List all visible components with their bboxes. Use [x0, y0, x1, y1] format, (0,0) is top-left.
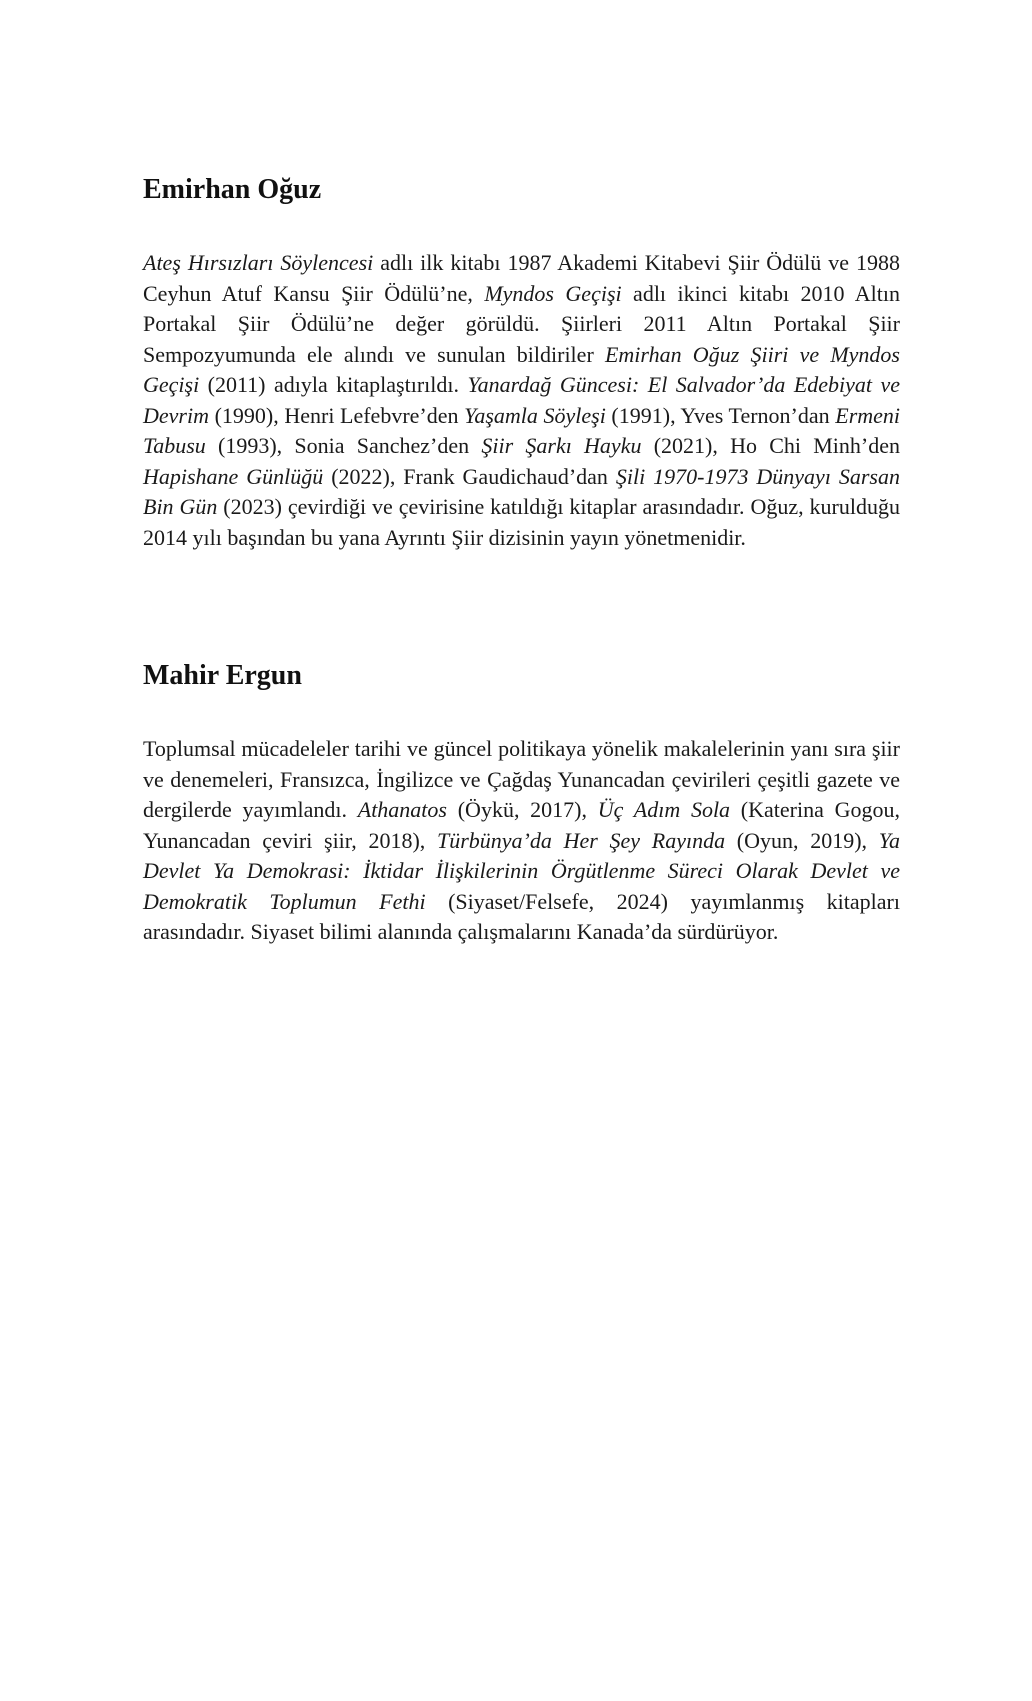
bio-text-run: (1991), Yves Ternon’dan — [605, 402, 836, 428]
book-title: Ya Devlet Ya Demokrasi: İktidar İlişkilerinin Örgütlenme Süreci Olarak Devlet ve Demokratik Toplumun Fethi — [143, 827, 900, 914]
bio-text-run: adlı ilk kitabı 1987 Akademi Kitabevi Şiir Ödülü ve 1988 Ceyhun Atuf Kansu Şiir Ödülü’ne, — [143, 250, 900, 306]
book-title: Myndos Geçişi — [484, 280, 622, 306]
bio-text-run: (1990), Henri Lefebvre’den — [208, 402, 465, 428]
bio-section-mahir-ergun — [143, 658, 900, 948]
bio-text-run: (Öykü, 2017), — [446, 797, 598, 822]
book-title: Ermeni Tabusu — [143, 402, 901, 458]
bio-text-run: (2021), Ho Chi Minh’den — [641, 433, 900, 458]
bio-text-run: (2022), Frank Gaudichaud’dan — [323, 463, 616, 489]
book-title: Hapishane Günlüğü — [143, 463, 324, 489]
bio-name-heading: Emirhan Oğuz — [143, 174, 322, 205]
bio-text-run: (Katerina Gogou, Yunancadan çeviri şiir, 2018), — [143, 797, 900, 853]
bio-text-run: adlı ikinci kitabı 2010 Altın Portakal Şiir Ödülü’ne değer görüldü. Şiirleri 2011 Altın Portakal Şiir Sempozyumunda ele alındı ve sunulan bildiriler — [143, 280, 901, 367]
bio-text-run: (2023) çevirdiği ve çevirisine katıldığı kitaplar arasındadır. Oğuz, kurulduğu 2014 yılı başından bu yana Ayrıntı Şiir dizisinin yayın yönetmenidir. — [143, 494, 900, 550]
book-title: Yaşamla Söyleşi — [464, 402, 606, 428]
bio-paragraph — [143, 248, 900, 553]
book-title: Ateş Hırsızları Söylencesi — [143, 250, 374, 275]
book-title: Şili 1970-1973 Dünyayı Sarsan Bin Gün — [143, 463, 900, 519]
bio-text-run: Toplumsal mücadeleler tarihi ve güncel politikaya yönelik makalelerinin yanı sıra şiir ve denemeleri, Fransızca, İngilizce ve Çağdaş Yunancadan çevirileri çeşitli gazete ve dergilerde yayımlandı. — [143, 736, 900, 822]
bio-text-run: (2011) adıyla kitaplaştırıldı. — [199, 372, 468, 397]
book-title: Üç Adım Sola — [597, 797, 731, 822]
book-title: Şiir Şarkı Hayku — [481, 433, 642, 458]
bio-section-emirhan-oguz — [143, 172, 900, 553]
bio-name-heading: Mahir Ergun — [143, 660, 302, 691]
bio-text-run: (1993), Sonia Sanchez’den — [205, 433, 482, 458]
book-title: Athanatos — [357, 797, 447, 822]
bio-text-run: (Oyun, 2019), — [725, 827, 879, 853]
bio-paragraph — [143, 734, 900, 948]
book-title: Yanardağ Güncesi: El Salvador’da Edebiyat ve Devrim — [143, 372, 901, 428]
book-title: Türbünya’da Her Şey Rayında — [437, 827, 726, 853]
bio-text-run: (Siyaset/Felsefe, 2024) yayımlanmış kitapları arasındadır. Siyaset bilimi alanında çalışmalarını Kanada’da sürdürüyor. — [143, 888, 900, 944]
book-title: Emirhan Oğuz Şiiri ve Myndos Geçişi — [143, 341, 900, 397]
